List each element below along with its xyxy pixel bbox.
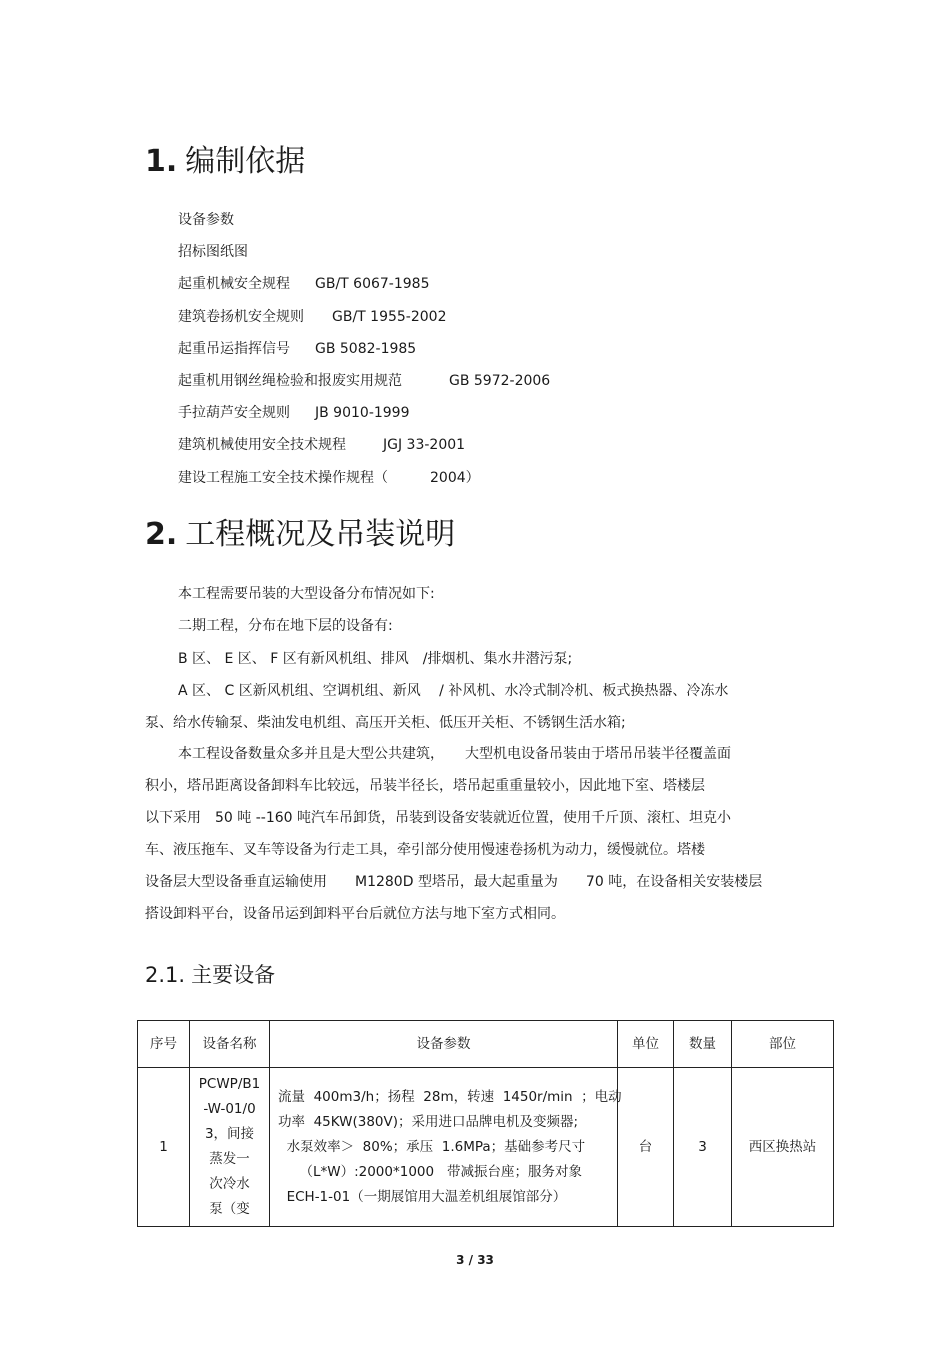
reference-item: [178, 372, 778, 390]
param-line: 功率 45KW(380V)；采用进口品牌电机及变频器;: [278, 1113, 579, 1130]
reference-name: 建筑机械使用安全技术规程: [178, 437, 346, 454]
reference-code: 2004）: [430, 469, 480, 486]
table-row: [138, 1068, 834, 1227]
name-line: 蒸发一: [209, 1151, 250, 1167]
header-qty: 数量: [674, 1021, 732, 1068]
table-header-row: [138, 1021, 834, 1068]
paragraph-line: 设备层大型设备垂直运输使用 M1280D 型塔吊，最大起重量为 70 吨，在设备相关安装楼层: [145, 874, 763, 890]
reference-code: GB/T 6067-1985: [315, 276, 430, 293]
paragraph-line: 车、液压拖车、叉车等设备为行走工具，牵引部分使用慢速卷扬机为动力，缓慢就位。塔楼: [145, 842, 705, 858]
reference-item: [178, 308, 778, 326]
reference-code: GB 5082-1985: [315, 340, 417, 357]
paragraph-line: B 区、 E 区、 F 区有新风机组、排风 /排烟机、集水井潜污泵;: [178, 651, 573, 667]
reference-code: GB/T 1955-2002: [332, 308, 447, 325]
cell-location: 西区换热站: [732, 1068, 834, 1227]
paragraph-line: 以下采用 50 吨 --160 吨汽车吊卸货，吊装到设备安装就近位置，使用千斤顶、滚杠、坦克小: [145, 810, 731, 826]
section-1-title: 编制依据: [185, 144, 306, 179]
reference-name: 手拉葫芦安全规则: [178, 405, 290, 422]
name-line: PCWP/B1: [198, 1076, 261, 1092]
reference-name: 起重机用钢丝绳检验和报废实用规范: [178, 373, 402, 389]
cell-unit: 台: [618, 1068, 674, 1227]
param-line: 流量 400m3/h；扬程 28m，转速 1450r/min ；电动: [278, 1088, 622, 1105]
paragraph-line: 积小，塔吊距离设备卸料车比较远，吊装半径长，塔吊起重重量较小，因此地下室、塔楼层: [145, 778, 705, 794]
page-separator: /: [468, 1253, 474, 1267]
page-total: 33: [477, 1253, 494, 1267]
name-line: 次冷水: [209, 1176, 250, 1192]
name-line: 泵（变: [209, 1201, 250, 1217]
section-2-number: 2.: [145, 517, 178, 552]
page-current: 3: [456, 1253, 465, 1267]
equipment-table: [137, 1020, 834, 1227]
reference-name: 设备参数: [178, 212, 234, 228]
section-2-1-heading: [145, 962, 275, 988]
reference-item: [178, 436, 778, 454]
reference-code: JGJ 33-2001: [383, 437, 466, 454]
reference-code: JB 9010-1999: [315, 405, 410, 422]
reference-code: GB 5972-2006: [449, 373, 551, 389]
reference-name: 建设工程施工安全技术操作规程（: [178, 469, 388, 486]
header-index: 序号: [138, 1021, 190, 1068]
section-1-heading: [145, 144, 305, 180]
cell-name: [190, 1068, 270, 1227]
cell-qty: 3: [674, 1068, 732, 1227]
reference-item: [178, 243, 778, 261]
paragraph-line: 二期工程，分布在地下层的设备有:: [178, 618, 393, 634]
paragraph-line: 本工程设备数量众多并且是大型公共建筑， 大型机电设备吊装由于塔吊吊装半径覆盖面: [178, 746, 731, 762]
reference-name: 招标图纸图: [178, 244, 248, 261]
paragraph-line: A 区、 C 区新风机组、空调机组、新风 / 补风机、水冷式制冷机、板式换热器、冷冻水: [178, 683, 729, 699]
cell-params: [270, 1068, 622, 1227]
param-line: 水泵效率＞ 80%；承压 1.6MPa；基础参考尺寸: [278, 1138, 586, 1155]
param-line: （L*W）:2000*1000 带减振台座；服务对象: [278, 1163, 582, 1180]
cell-index: 1: [138, 1068, 190, 1227]
paragraph-line: 本工程需要吊装的大型设备分布情况如下:: [178, 586, 435, 602]
reference-item: [178, 404, 778, 422]
paragraph-line: 搭设卸料平台，设备吊运到卸料平台后就位方法与地下室方式相同。: [145, 906, 565, 922]
header-name: 设备名称: [190, 1021, 270, 1068]
reference-item: [178, 340, 778, 358]
reference-name: 起重机械安全规程: [178, 276, 290, 293]
name-line: -W-01/0: [203, 1101, 256, 1117]
section-2-title: 工程概况及吊装说明: [185, 517, 456, 552]
reference-name: 起重吊运指挥信号: [178, 340, 290, 357]
reference-item: [178, 469, 778, 487]
reference-item: [178, 211, 778, 229]
section-2-1-title: 主要设备: [191, 963, 276, 987]
header-params: 设备参数: [270, 1021, 618, 1068]
reference-item: [178, 275, 778, 293]
header-location: 部位: [732, 1021, 834, 1068]
paragraph-line: 泵、给水传输泵、柴油发电机组、高压开关柜、低压开关柜、不锈钢生活水箱;: [145, 715, 626, 731]
section-2-1-number: 2.1.: [145, 963, 186, 987]
page-number: [0, 1253, 950, 1267]
name-line: 3，间接: [204, 1126, 255, 1142]
param-line: ECH-1-01（一期展馆用大温差机组展馆部分）: [278, 1188, 567, 1205]
header-unit: 单位: [618, 1021, 674, 1068]
section-2-heading: [145, 517, 455, 553]
section-1-number: 1.: [145, 144, 178, 179]
reference-name: 建筑卷扬机安全规则: [178, 308, 304, 325]
